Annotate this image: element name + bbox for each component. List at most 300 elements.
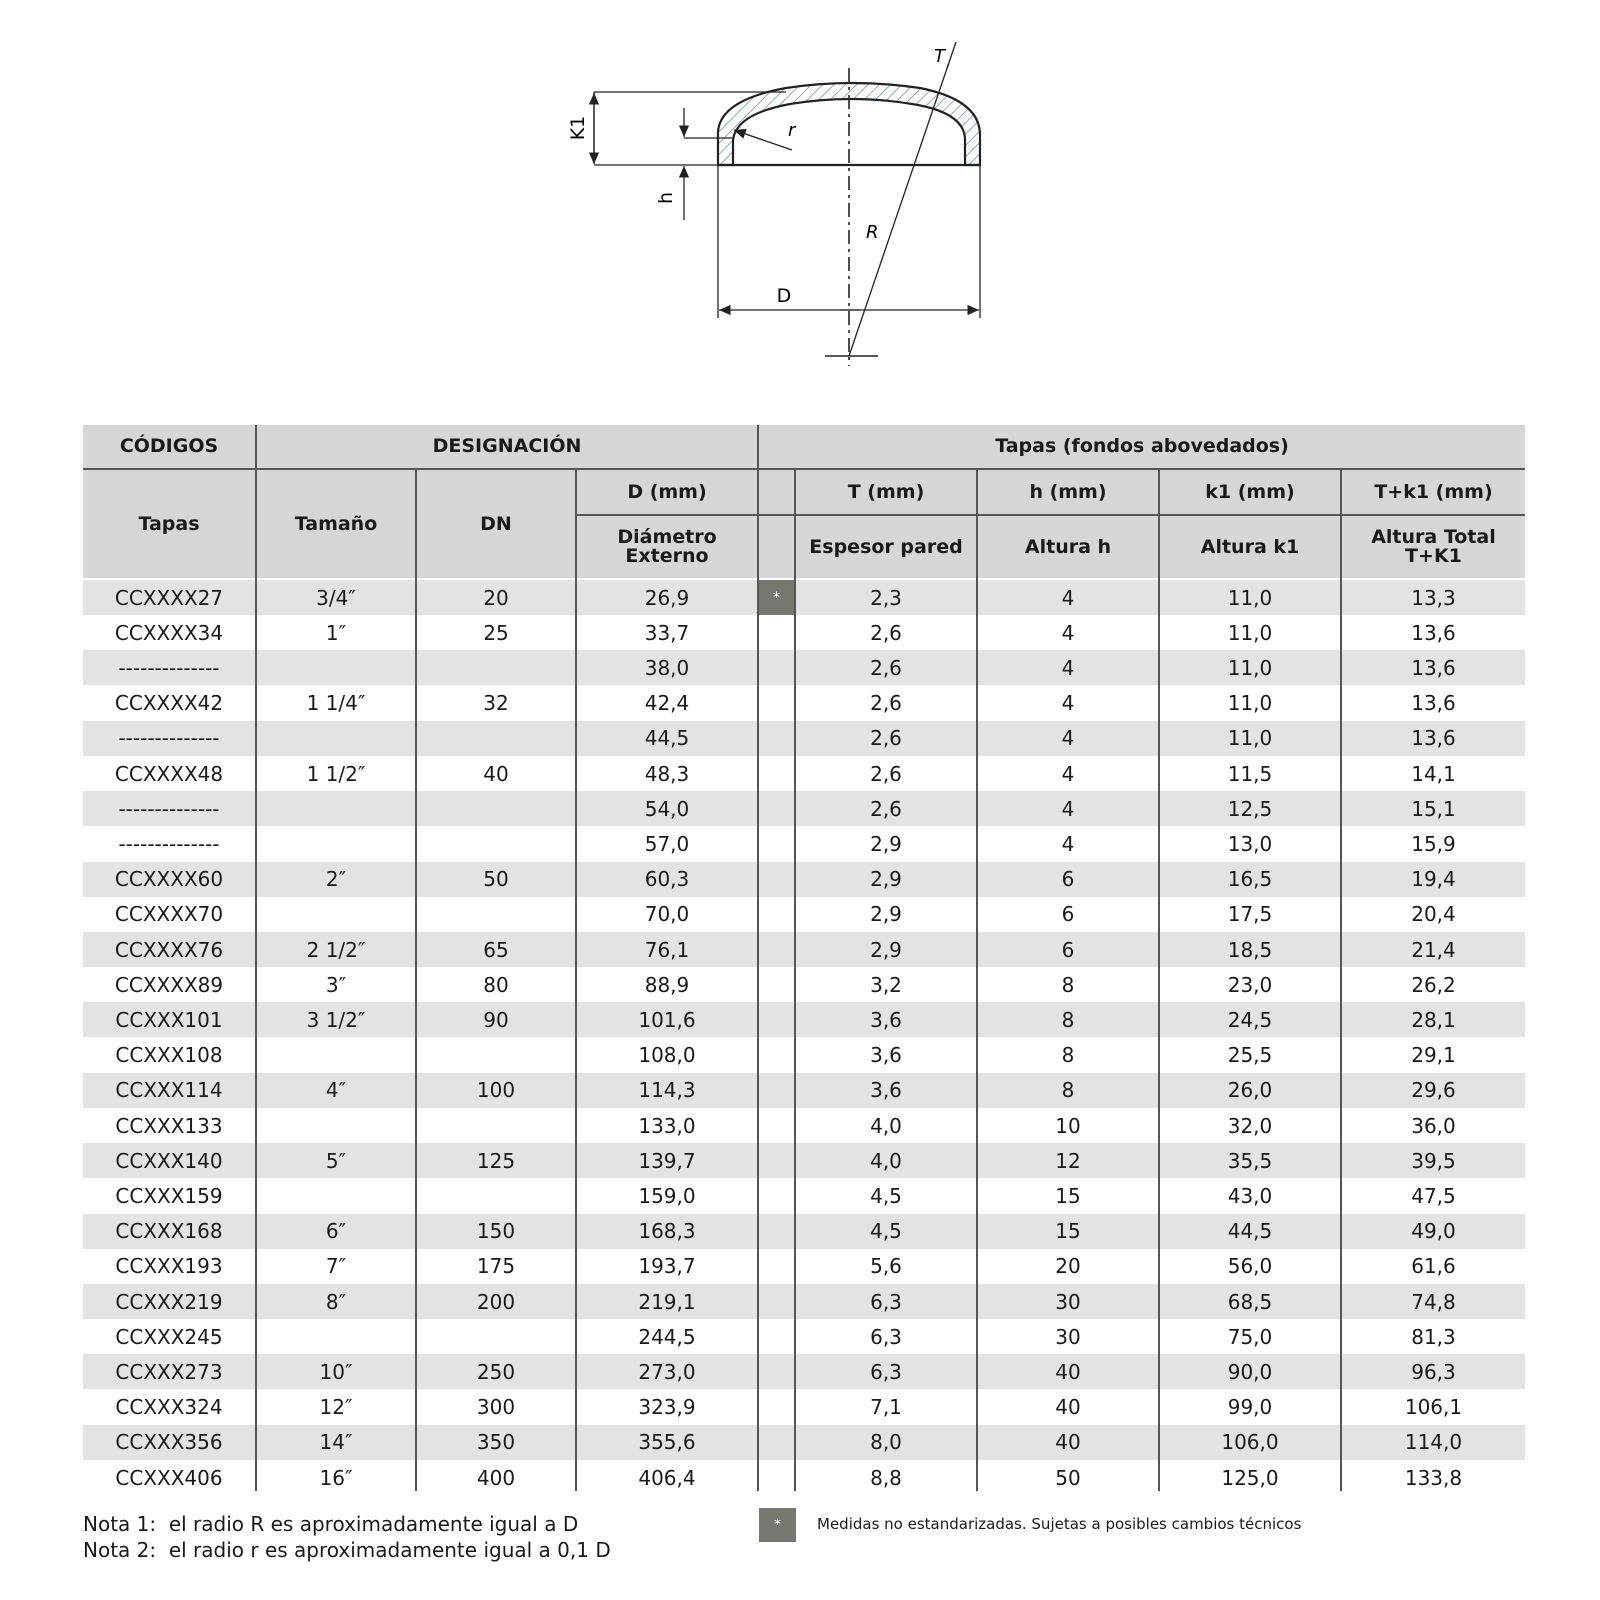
- cell-diameter: 139,7: [638, 1148, 696, 1173]
- header-dn: DN: [417, 470, 575, 578]
- cell-total-height: 29,1: [1411, 1043, 1456, 1068]
- cell-code: CCXXX101: [115, 1007, 223, 1032]
- table-row: [83, 580, 1525, 615]
- cell-height-k1: 11,0: [1227, 691, 1273, 716]
- cell-height-k1: 16,5: [1227, 867, 1273, 892]
- cell-thickness: 8,0: [870, 1430, 902, 1455]
- cell-code: --------------: [118, 726, 220, 751]
- cell-total-height: 15,9: [1411, 831, 1456, 856]
- cell-size: 3/4″: [316, 585, 356, 610]
- cell-dn: 175: [476, 1254, 516, 1279]
- cell-thickness: 2,9: [870, 937, 902, 962]
- cell-diameter: 70,0: [644, 902, 690, 927]
- cell-code: CCXXXX70: [114, 902, 224, 927]
- header-tk1-desc: [1342, 516, 1525, 578]
- cell-star: [759, 1425, 794, 1460]
- cell-star: [759, 826, 794, 861]
- cell-diameter: 54,0: [644, 796, 690, 821]
- cell-size: 16″: [319, 1465, 353, 1490]
- header-k1-unit: k1 (mm): [1160, 470, 1340, 514]
- cell-diameter: 193,7: [638, 1254, 696, 1279]
- cell-code: CCXXX168: [115, 1219, 223, 1244]
- cell-height-h: 4: [1061, 655, 1075, 680]
- cell-height-k1: 125,0: [1221, 1465, 1279, 1490]
- cell-code: CCXXXX42: [114, 691, 224, 716]
- table-row: [83, 826, 1525, 861]
- cell-height-k1: 11,0: [1227, 620, 1273, 645]
- label-r: r: [788, 120, 796, 141]
- cell-height-h: 6: [1061, 902, 1075, 927]
- cell-height-h: 4: [1061, 796, 1075, 821]
- cell-height-k1: 11,5: [1227, 761, 1273, 786]
- cell-height-h: 30: [1055, 1289, 1081, 1314]
- cell-star: [759, 1038, 794, 1073]
- cell-star: [759, 791, 794, 826]
- cell-height-h: 30: [1055, 1324, 1081, 1349]
- cell-dn: [417, 1038, 575, 1073]
- label-big-r: R: [866, 222, 879, 243]
- cell-thickness: 4,0: [870, 1148, 902, 1173]
- table-row: [83, 686, 1525, 721]
- header-designacion: DESIGNACIÓN: [257, 425, 757, 468]
- cell-diameter: 26,9: [644, 585, 690, 610]
- cell-total-height: 26,2: [1411, 972, 1456, 997]
- cell-total-height: 47,5: [1411, 1183, 1456, 1208]
- cell-total-height: 13,6: [1411, 655, 1456, 680]
- cell-size: 3 1/2″: [306, 1007, 366, 1032]
- cell-size: 1 1/2″: [306, 761, 366, 786]
- cell-total-height: 19,4: [1411, 867, 1456, 892]
- cell-total-height: 14,1: [1411, 761, 1456, 786]
- table-row: [83, 1425, 1525, 1460]
- cell-height-k1: 68,5: [1227, 1289, 1273, 1314]
- cell-thickness: 2,6: [870, 726, 902, 751]
- cell-height-h: 15: [1055, 1183, 1081, 1208]
- cell-star: [759, 1002, 794, 1037]
- cell-thickness: 2,6: [870, 620, 902, 645]
- header-tk1-desc-line2: T+K1: [1405, 545, 1462, 567]
- cell-size: 4″: [325, 1078, 347, 1103]
- cell-diameter: 355,6: [638, 1430, 696, 1455]
- cell-dn: 50: [483, 867, 509, 892]
- cell-code: CCXXX159: [115, 1183, 223, 1208]
- cell-height-k1: 23,0: [1227, 972, 1273, 997]
- cell-total-height: 13,3: [1411, 585, 1456, 610]
- cell-code: CCXXXX48: [114, 761, 224, 786]
- cell-height-h: 12: [1055, 1148, 1081, 1173]
- label-h: h: [655, 191, 677, 205]
- cell-size: [257, 1108, 415, 1143]
- cell-diameter: 101,6: [638, 1007, 696, 1032]
- cell-height-k1: 18,5: [1227, 937, 1273, 962]
- cell-dn: 350: [476, 1430, 516, 1455]
- cell-total-height: 49,0: [1411, 1219, 1456, 1244]
- cell-size: [257, 791, 415, 826]
- cell-dn: 80: [483, 972, 509, 997]
- cell-star: [759, 650, 794, 685]
- cell-star: [759, 1354, 794, 1389]
- cell-code: CCXXX273: [115, 1359, 223, 1384]
- cell-height-k1: 17,5: [1227, 902, 1273, 927]
- table-row: [83, 1214, 1525, 1249]
- cell-dn: 90: [483, 1007, 509, 1032]
- cell-dn: 150: [476, 1219, 516, 1244]
- cap-diagram: [560, 30, 1020, 390]
- cell-total-height: 29,6: [1411, 1078, 1456, 1103]
- col-divider: [794, 470, 796, 1491]
- col-divider: [415, 470, 417, 1491]
- cell-diameter: 76,1: [644, 937, 690, 962]
- cell-total-height: 39,5: [1411, 1148, 1456, 1173]
- cell-height-k1: 11,0: [1227, 585, 1273, 610]
- cell-dn: [417, 791, 575, 826]
- cell-total-height: 106,1: [1404, 1395, 1463, 1420]
- header-codigos: CÓDIGOS: [83, 425, 255, 468]
- cell-diameter: 60,3: [644, 867, 690, 892]
- cell-dn: 100: [476, 1078, 516, 1103]
- cell-code: CCXXXX89: [114, 972, 224, 997]
- table-row: [83, 1319, 1525, 1354]
- cell-code: CCXXXX76: [114, 937, 224, 962]
- cell-diameter: 273,0: [638, 1359, 696, 1384]
- cell-dn: 40: [483, 761, 509, 786]
- table-row: [83, 1460, 1525, 1495]
- cell-thickness: 2,9: [870, 867, 902, 892]
- cell-diameter: 88,9: [644, 972, 690, 997]
- cell-height-h: 15: [1055, 1219, 1081, 1244]
- cell-thickness: 2,9: [870, 902, 902, 927]
- header-tk1-unit: T+k1 (mm): [1342, 470, 1525, 514]
- header-rule-mid: [577, 514, 1525, 516]
- col-divider: [575, 470, 577, 1491]
- cell-diameter: 406,4: [638, 1465, 696, 1490]
- cell-thickness: 2,3: [870, 585, 902, 610]
- cell-height-k1: 11,0: [1227, 655, 1273, 680]
- cell-size: [257, 1319, 415, 1354]
- header-tapas: Tapas: [83, 470, 255, 578]
- cell-diameter: 219,1: [638, 1289, 696, 1314]
- table-row: [83, 615, 1525, 650]
- header-t-desc: Espesor pared: [796, 516, 976, 578]
- header-rule-top: [83, 468, 1525, 470]
- cell-size: 1 1/4″: [306, 691, 366, 716]
- cell-star: [759, 615, 794, 650]
- cell-size: [257, 1178, 415, 1213]
- cell-thickness: 4,0: [870, 1113, 902, 1138]
- cell-size: 12″: [319, 1395, 353, 1420]
- cell-thickness: 6,3: [870, 1359, 902, 1384]
- header-tapas-group: Tapas (fondos abovedados): [759, 425, 1525, 468]
- cell-total-height: 28,1: [1411, 1007, 1456, 1032]
- header-tk1-desc-line1: Altura Total: [1371, 526, 1496, 548]
- label-d: D: [776, 285, 792, 307]
- header-t-unit: T (mm): [796, 470, 976, 514]
- col-divider: [976, 470, 978, 1491]
- cell-thickness: 2,6: [870, 761, 902, 786]
- cell-height-h: 8: [1061, 1078, 1075, 1103]
- table-row: [83, 1108, 1525, 1143]
- cell-total-height: 114,0: [1404, 1430, 1463, 1455]
- cell-dn: 125: [476, 1148, 516, 1173]
- cell-star: [759, 967, 794, 1002]
- cell-thickness: 6,3: [870, 1324, 902, 1349]
- col-divider: [1340, 470, 1342, 1491]
- cell-code: CCXXX356: [115, 1430, 223, 1455]
- cell-diameter: 244,5: [638, 1324, 696, 1349]
- cell-dn: 32: [483, 691, 509, 716]
- cell-diameter: 44,5: [644, 726, 690, 751]
- cell-height-k1: 90,0: [1227, 1359, 1273, 1384]
- cell-thickness: 3,6: [870, 1043, 902, 1068]
- cell-dn: 200: [476, 1289, 516, 1314]
- cell-height-k1: 13,0: [1227, 831, 1273, 856]
- cell-thickness: 8,8: [870, 1465, 902, 1490]
- cell-thickness: 2,6: [870, 655, 902, 680]
- col-divider: [757, 425, 759, 1491]
- cell-height-h: 8: [1061, 1043, 1075, 1068]
- cell-height-k1: 35,5: [1227, 1148, 1273, 1173]
- cell-height-h: 6: [1061, 937, 1075, 962]
- table-row: [83, 1038, 1525, 1073]
- cell-star: [759, 1214, 794, 1249]
- cell-code: CCXXXX27: [114, 585, 224, 610]
- legend-text: Medidas no estandarizadas. Sujetas a posibles cambios técnicos: [817, 1515, 1302, 1533]
- cell-height-h: 40: [1055, 1359, 1081, 1384]
- cell-dn: [417, 650, 575, 685]
- cell-thickness: 2,6: [870, 691, 902, 716]
- cell-height-h: 8: [1061, 972, 1075, 997]
- cell-code: CCXXX193: [115, 1254, 223, 1279]
- table-row: [83, 1143, 1525, 1178]
- cell-dn: [417, 826, 575, 861]
- cell-size: [257, 650, 415, 685]
- cell-total-height: 61,6: [1411, 1254, 1456, 1279]
- cell-code: CCXXX114: [115, 1078, 223, 1103]
- cell-height-h: 4: [1061, 831, 1075, 856]
- cell-size: 2 1/2″: [306, 937, 366, 962]
- cell-size: 3″: [325, 972, 347, 997]
- cell-height-h: 4: [1061, 726, 1075, 751]
- header-k1-desc: Altura k1: [1160, 516, 1340, 578]
- cell-size: 5″: [325, 1148, 347, 1173]
- cell-size: 2″: [325, 867, 347, 892]
- table-row: [83, 650, 1525, 685]
- label-t: T: [934, 46, 945, 67]
- cell-thickness: 2,9: [870, 831, 902, 856]
- cell-size: 6″: [325, 1219, 347, 1244]
- legend-star-box: *: [759, 1508, 796, 1542]
- cell-thickness: 4,5: [870, 1183, 902, 1208]
- cell-total-height: 96,3: [1411, 1359, 1456, 1384]
- cell-size: [257, 721, 415, 756]
- cell-height-k1: 32,0: [1227, 1113, 1273, 1138]
- cell-code: CCXXX406: [115, 1465, 223, 1490]
- cell-star: [759, 756, 794, 791]
- cell-size: 7″: [325, 1254, 347, 1279]
- cell-height-h: 8: [1061, 1007, 1075, 1032]
- cell-star: [759, 686, 794, 721]
- cell-total-height: 13,6: [1411, 691, 1456, 716]
- cell-height-h: 4: [1061, 620, 1075, 645]
- cell-diameter: 42,4: [644, 691, 690, 716]
- cell-size: 1″: [325, 620, 347, 645]
- cell-dn: 25: [483, 620, 509, 645]
- cell-code: CCXXX245: [115, 1324, 223, 1349]
- cell-diameter: 48,3: [644, 761, 690, 786]
- cell-diameter: 323,9: [638, 1395, 696, 1420]
- cell-height-k1: 25,5: [1227, 1043, 1273, 1068]
- cell-total-height: 13,6: [1411, 620, 1456, 645]
- cell-size: [257, 897, 415, 932]
- cell-diameter: 133,0: [638, 1113, 696, 1138]
- cell-dn: [417, 897, 575, 932]
- cell-star: [759, 1073, 794, 1108]
- cell-star: [759, 932, 794, 967]
- cell-thickness: 5,6: [870, 1254, 902, 1279]
- cell-star: [759, 862, 794, 897]
- cell-height-k1: 43,0: [1227, 1183, 1273, 1208]
- cell-total-height: 74,8: [1411, 1289, 1456, 1314]
- cell-thickness: 6,3: [870, 1289, 902, 1314]
- cell-star: [759, 1249, 794, 1284]
- cell-code: CCXXXX34: [114, 620, 224, 645]
- cell-size: [257, 826, 415, 861]
- col-divider: [255, 425, 257, 1491]
- cell-diameter: 57,0: [644, 831, 690, 856]
- cell-star: [759, 721, 794, 756]
- cell-thickness: 3,2: [870, 972, 902, 997]
- cell-height-k1: 75,0: [1227, 1324, 1273, 1349]
- cell-total-height: 13,6: [1411, 726, 1456, 751]
- cell-dn: [417, 1178, 575, 1213]
- cell-height-k1: 56,0: [1227, 1254, 1273, 1279]
- header-d-unit: D (mm): [577, 470, 757, 514]
- cell-star: [759, 1143, 794, 1178]
- cell-diameter: 108,0: [638, 1043, 696, 1068]
- cell-height-h: 40: [1055, 1395, 1081, 1420]
- table-row: [83, 1284, 1525, 1319]
- table-row: [83, 1249, 1525, 1284]
- header-h-unit: h (mm): [978, 470, 1158, 514]
- cell-diameter: 159,0: [638, 1183, 696, 1208]
- cell-total-height: 81,3: [1411, 1324, 1456, 1349]
- table-row: [83, 1178, 1525, 1213]
- cell-dn: 300: [476, 1395, 516, 1420]
- cell-height-h: 4: [1061, 761, 1075, 786]
- table-row: [83, 932, 1525, 967]
- cell-diameter: 168,3: [638, 1219, 696, 1244]
- cell-size: 8″: [325, 1289, 347, 1314]
- cell-code: --------------: [118, 655, 220, 680]
- cell-thickness: 2,6: [870, 796, 902, 821]
- cell-code: CCXXX324: [115, 1395, 223, 1420]
- note-2: Nota 2: el radio r es aproximadamente igual a 0,1 D: [83, 1538, 611, 1562]
- cell-thickness: 3,6: [870, 1007, 902, 1032]
- cell-height-h: 50: [1055, 1465, 1081, 1490]
- header-tamano: Tamaño: [257, 470, 415, 578]
- cell-star: [759, 1460, 794, 1495]
- cell-height-h: 40: [1055, 1430, 1081, 1455]
- cell-star: *: [759, 580, 794, 615]
- cell-height-h: 4: [1061, 585, 1075, 610]
- header-star-spacer: [759, 470, 794, 578]
- cell-code: CCXXX108: [115, 1043, 223, 1068]
- cell-star: [759, 1319, 794, 1354]
- cell-height-k1: 12,5: [1227, 796, 1273, 821]
- cell-total-height: 133,8: [1404, 1465, 1463, 1490]
- table-row: [83, 1073, 1525, 1108]
- cell-code: --------------: [118, 796, 220, 821]
- cell-thickness: 3,6: [870, 1078, 902, 1103]
- cell-dn: [417, 1319, 575, 1354]
- cell-diameter: 33,7: [644, 620, 690, 645]
- table-row: [83, 967, 1525, 1002]
- table-row: [83, 897, 1525, 932]
- table-row: [83, 756, 1525, 791]
- cell-dn: [417, 721, 575, 756]
- cell-star: [759, 1178, 794, 1213]
- cell-dn: 65: [483, 937, 509, 962]
- cell-code: CCXXX133: [115, 1113, 223, 1138]
- cell-dn: 400: [476, 1465, 516, 1490]
- cell-height-h: 20: [1055, 1254, 1081, 1279]
- cell-height-h: 6: [1061, 867, 1075, 892]
- cell-height-k1: 99,0: [1227, 1395, 1273, 1420]
- cell-size: 14″: [319, 1430, 353, 1455]
- header-h-desc: Altura h: [978, 516, 1158, 578]
- cell-total-height: 21,4: [1411, 937, 1456, 962]
- cell-height-k1: 26,0: [1227, 1078, 1273, 1103]
- cell-code: CCXXX140: [115, 1148, 223, 1173]
- cell-height-h: 4: [1061, 691, 1075, 716]
- cell-code: CCXXXX60: [114, 867, 224, 892]
- table-row: [83, 791, 1525, 826]
- cell-total-height: 36,0: [1411, 1113, 1456, 1138]
- cell-total-height: 20,4: [1411, 902, 1456, 927]
- cell-star: [759, 1390, 794, 1425]
- cell-code: CCXXX219: [115, 1289, 223, 1314]
- header-d-desc: Diámetro Externo: [577, 516, 757, 578]
- cell-thickness: 7,1: [870, 1395, 902, 1420]
- cell-height-k1: 24,5: [1227, 1007, 1273, 1032]
- cell-height-k1: 11,0: [1227, 726, 1273, 751]
- cell-star: [759, 1284, 794, 1319]
- table-row: [83, 1002, 1525, 1037]
- cell-dn: [417, 1108, 575, 1143]
- cell-star: [759, 1108, 794, 1143]
- cell-height-k1: 44,5: [1227, 1219, 1273, 1244]
- cell-height-h: 10: [1055, 1113, 1081, 1138]
- cell-thickness: 4,5: [870, 1219, 902, 1244]
- cell-height-k1: 106,0: [1221, 1430, 1279, 1455]
- cell-dn: 20: [483, 585, 509, 610]
- cell-total-height: 15,1: [1411, 796, 1456, 821]
- cell-size: [257, 1038, 415, 1073]
- note-1: Nota 1: el radio R es aproximadamente igual a D: [83, 1512, 579, 1536]
- cell-diameter: 38,0: [644, 655, 690, 680]
- cell-star: [759, 897, 794, 932]
- table-row: [83, 1390, 1525, 1425]
- cell-dn: 250: [476, 1359, 516, 1384]
- label-k1: K1: [567, 115, 589, 141]
- cell-diameter: 114,3: [638, 1078, 696, 1103]
- table-row: [83, 862, 1525, 897]
- col-divider: [1158, 470, 1160, 1491]
- table-row: [83, 721, 1525, 756]
- cell-code: --------------: [118, 831, 220, 856]
- cell-size: 10″: [319, 1359, 353, 1384]
- table-row: [83, 1354, 1525, 1389]
